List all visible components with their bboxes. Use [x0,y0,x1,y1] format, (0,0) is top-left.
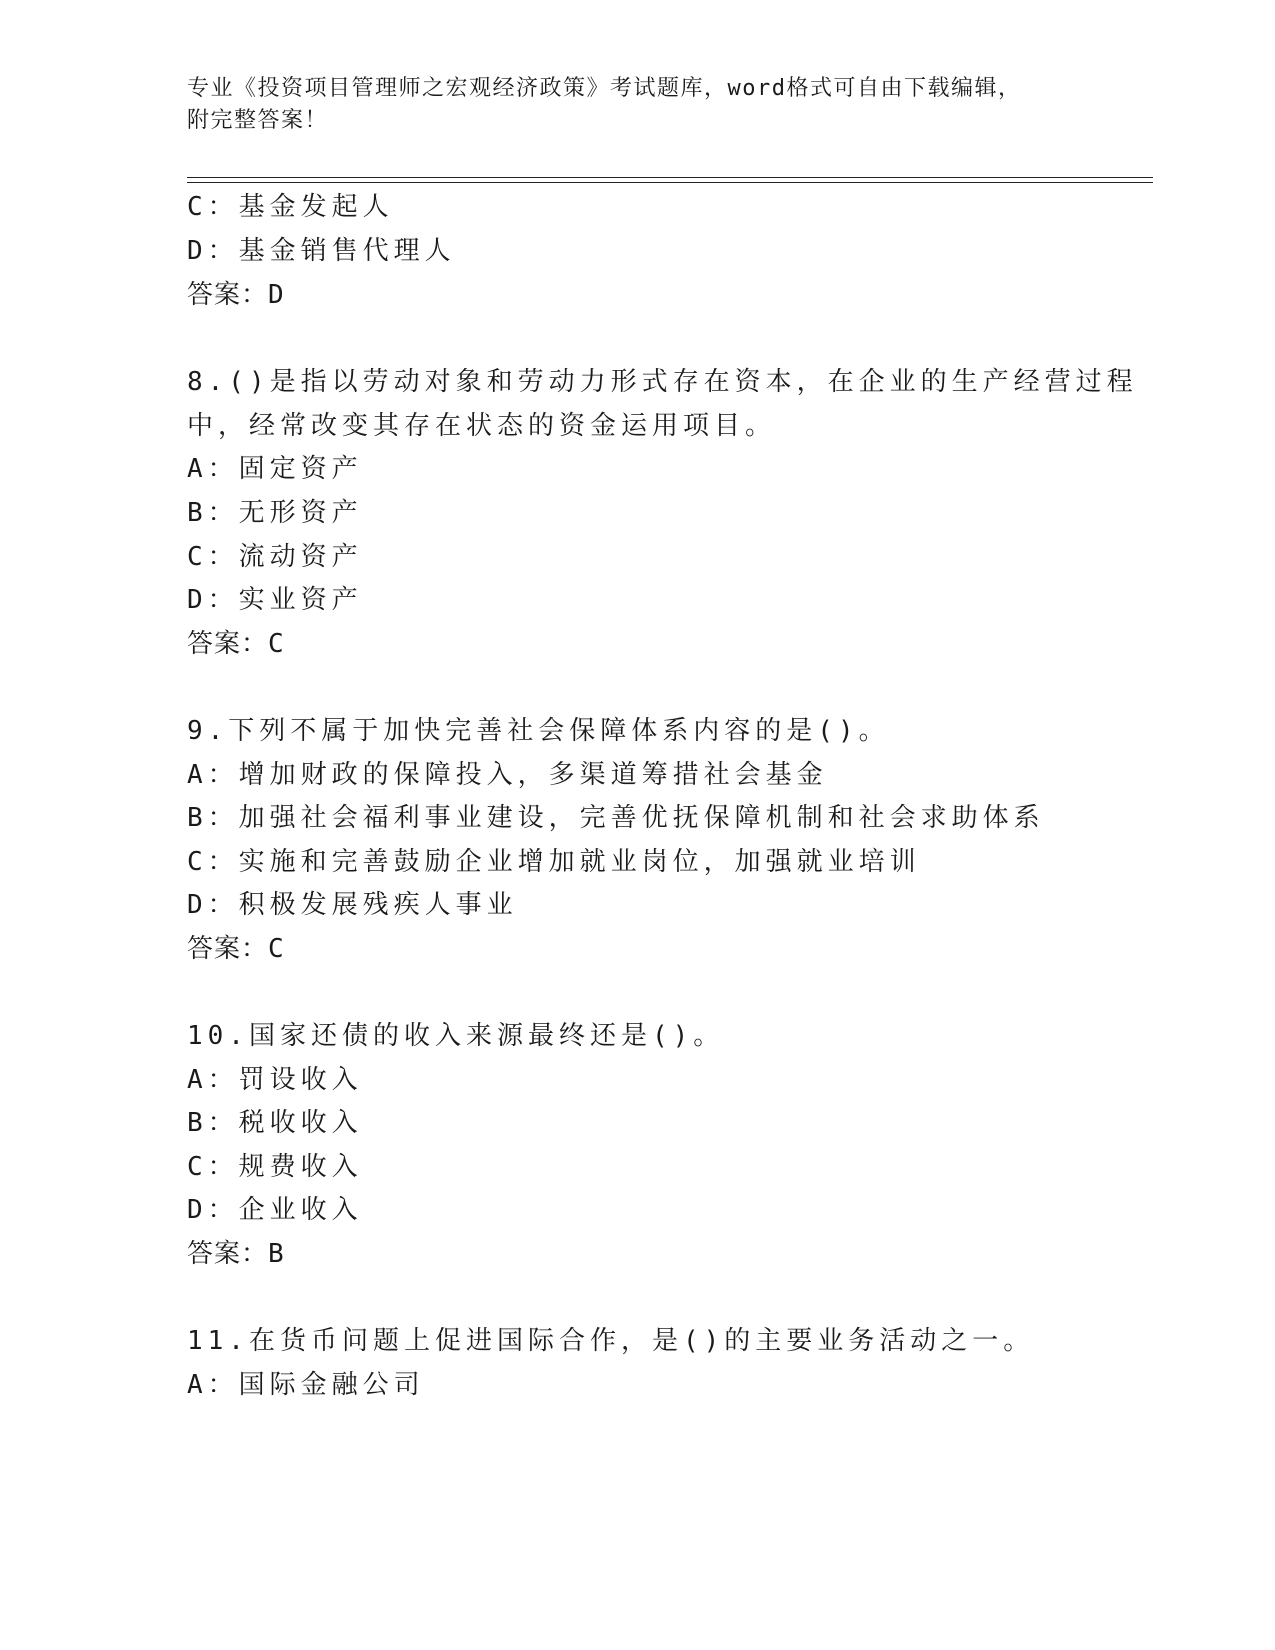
q8-option-a: A：固定资产 [187,454,363,484]
header-line-2: 附完整答案！ [187,108,329,133]
q8-option-b: B：无形资产 [187,498,363,528]
q8-stem-line-1: 8.()是指以劳动对象和劳动力形式存在资本，在企业的生产经营过程 [187,367,1138,397]
q11-stem: 11.在货币问题上促进国际合作，是()的主要业务活动之一。 [187,1326,1035,1356]
q9-option-a: A：增加财政的保障投入，多渠道筹措社会基金 [187,760,828,790]
q10-option-c: C：规费收入 [187,1152,363,1182]
header-divider-bottom [187,182,1153,183]
q10-option-b: B：税收收入 [187,1108,363,1138]
q9-option-d: D：积极发展残疾人事业 [187,890,518,920]
header-divider-top [187,177,1153,178]
prev-option-c: C：基金发起人 [187,192,394,222]
header-line-1: 专业《投资项目管理师之宏观经济政策》考试题库，word格式可自由下载编辑， [187,76,1022,101]
prev-answer: 答案：D [187,280,285,310]
q10-stem: 10.国家还债的收入来源最终还是()。 [187,1021,725,1051]
q9-stem: 9.下列不属于加快完善社会保障体系内容的是()。 [187,716,890,746]
q8-option-c: C：流动资产 [187,542,363,572]
document-header [187,73,1087,137]
q11-option-a: A：国际金融公司 [187,1370,425,1400]
q10-answer: 答案：B [187,1239,285,1269]
q9-answer: 答案：C [187,934,285,964]
q8-stem-line-2: 中，经常改变其存在状态的资金运用项目。 [187,411,777,441]
q9-option-b: B：加强社会福利事业建设，完善优抚保障机制和社会求助体系 [187,803,1045,833]
q10-option-d: D：企业收入 [187,1195,363,1225]
prev-option-d: D：基金销售代理人 [187,236,456,266]
q9-option-c: C：实施和完善鼓励企业增加就业岗位，加强就业培训 [187,847,921,877]
q8-answer: 答案：C [187,629,285,659]
q8-option-d: D：实业资产 [187,585,363,615]
q10-option-a: A：罚设收入 [187,1065,363,1095]
